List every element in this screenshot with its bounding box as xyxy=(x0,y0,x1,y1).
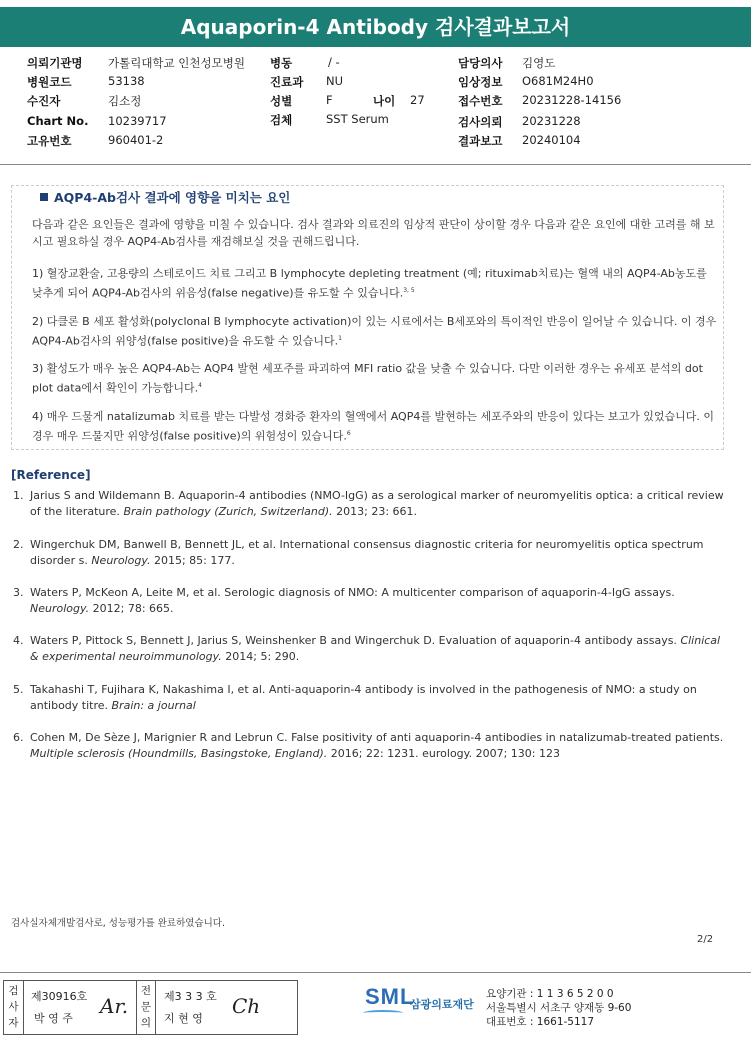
report-date-value: 20240104 xyxy=(522,133,581,147)
reference-journal: Neurology. xyxy=(30,602,90,615)
factor-citation: 3, 5 xyxy=(403,287,415,294)
ward-label: 병동 xyxy=(270,56,293,70)
clinical-label: 임상정보 xyxy=(458,75,503,89)
reference-tail: 2012; 78: 665. xyxy=(92,602,174,615)
chart-label: Chart No. xyxy=(27,114,89,128)
factor-item xyxy=(32,313,718,350)
reception-value: 20231228-14156 xyxy=(522,93,622,107)
doctor-value: 김영도 xyxy=(522,56,556,70)
specialist-name: 지 현 영 xyxy=(164,1012,203,1025)
reference-text: Takahashi T, Fujihara K, Nakashima I, et al. Anti-aquaporin-4 antibody is involved in the pathogenesis of NMO: a study on antibody titre. xyxy=(30,683,697,712)
reference-item xyxy=(13,488,731,520)
reference-item xyxy=(13,730,731,762)
reference-number: 6. xyxy=(13,731,24,744)
specimen-label: 검체 xyxy=(270,113,293,127)
specialist-title xyxy=(136,981,156,1034)
dept-label: 진료과 xyxy=(270,75,304,89)
chart-value: 10239717 xyxy=(108,114,167,128)
specialist-signature: Ch xyxy=(232,994,261,1018)
page-number: 2/2 xyxy=(697,934,714,945)
reference-item xyxy=(13,537,731,569)
swoosh-icon xyxy=(363,1010,403,1016)
reference-heading: [Reference] xyxy=(11,468,91,482)
reference-text: Cohen M, De Sèze J, Marignier R and Lebrun C. False positivity of anti aquaporin-4 antibodies in natalizumab-treated patients. xyxy=(30,731,724,744)
reference-journal: Neurology. xyxy=(91,554,151,567)
reference-number: 2. xyxy=(13,538,24,551)
patient-value: 김소정 xyxy=(108,94,142,108)
reference-item xyxy=(13,633,731,665)
unique-label: 고유번호 xyxy=(27,134,72,148)
reference-item xyxy=(13,585,731,617)
reference-number: 4. xyxy=(13,634,24,647)
examiner-signature: Ar. xyxy=(100,994,129,1018)
report-date-label: 결과보고 xyxy=(458,134,503,148)
reception-label: 접수번호 xyxy=(458,94,503,108)
reference-journal: Clinical & experimental neuroimmunology. xyxy=(30,634,721,663)
sml-logo xyxy=(365,984,485,1030)
reference-tail: 2015; 85: 177. xyxy=(153,554,235,567)
report-title: Aquaporin-4 Antibody 검사결과보고서 xyxy=(0,7,751,47)
reference-tail: 2014; 5: 290. xyxy=(225,650,300,663)
org-info xyxy=(486,987,631,1029)
hospital-code-label: 병원코드 xyxy=(27,75,72,89)
examiner-name: 박 영 주 xyxy=(34,1012,73,1025)
org-address: 서울특별시 서초구 양재동 9-60 xyxy=(486,1002,632,1014)
reference-number: 1. xyxy=(13,489,24,502)
square-bullet-icon xyxy=(40,193,48,201)
factor-citation: 6 xyxy=(346,430,351,437)
factors-title-text: AQP4-Ab검사 결과에 영향을 미치는 요인 xyxy=(54,190,291,205)
reference-text: Waters P, Pittock S, Bennett J, Jarius S, Weinshenker B and Wingerchuk D. Evaluation of aquaporin-4 antibody assays. xyxy=(30,634,677,647)
reference-item xyxy=(13,682,731,714)
reference-text: Waters P, McKeon A, Leite M, et al. Serologic diagnosis of NMO: A multicenter comparison of aquaporin-4-IgG assays. xyxy=(30,586,675,599)
examiner-title xyxy=(4,981,24,1034)
doctor-label: 담당의사 xyxy=(458,56,503,70)
reference-tail: 2016; 22: 1231. eurology. 2007; 130: 123 xyxy=(330,747,560,760)
factors-intro: 다음과 같은 요인들은 결과에 영향을 미칠 수 있습니다. 검사 결과와 의료진의 임상적 판단이 상이할 경우 다음과 같은 요인에 대한 고려를 해 보시고 필요하실 경우 AQP4-Ab검사를 재검해보실 것을 권해드립니다. xyxy=(32,218,715,248)
examiner-license: 제30916호 xyxy=(31,990,88,1003)
sml-logo-mark xyxy=(365,984,414,1010)
reference-number: 3. xyxy=(13,586,24,599)
factor-text: 4) 매우 드물게 natalizumab 치료를 받는 다발성 경화증 환자의 혈액에서 AQP4를 발현하는 세포주와의 반응이 있다는 보고가 있었습니다. 이 경우 매우 드물지만 위양성(false positive)의 위험성이 있습니다. xyxy=(32,410,714,443)
sex-value: F xyxy=(326,93,333,107)
reference-number: 5. xyxy=(13,683,24,696)
signature-box xyxy=(3,980,298,1035)
reference-text: Wingerchuk DM, Banwell B, Bennett JL, et al. International consensus diagnostic criteria for neuromyelitis optica spectrum disorder s. xyxy=(30,538,704,567)
hospital-code-value: 53138 xyxy=(108,74,145,88)
specimen-value: SST Serum xyxy=(326,112,389,126)
patient-label: 수진자 xyxy=(27,94,61,108)
sml-logo-text: SML xyxy=(365,984,415,1009)
reference-tail: 2013; 23: 661. xyxy=(336,505,418,518)
factor-text: 1) 혈장교환술, 고용량의 스테로이드 치료 그리고 B lymphocyte depleting treatment (예; rituximab치료)는 혈액 내의 AQP4-Ab농도를 낮추게 되어 AQP4-Ab검사의 위음성(false negative)를 유도할 수 있습니다. xyxy=(32,267,707,300)
header-divider xyxy=(0,164,751,165)
request-label: 검사의뢰 xyxy=(458,115,503,129)
factor-text: 2) 다클론 B 세포 활성화(polyclonal B lymphocyte activation)이 있는 시료에서는 B세포와의 특이적인 반응이 일어날 수 있습니다. 이 경우 AQP4-Ab검사의 위양성(false positive)을 유도할 수 있습니다. xyxy=(32,315,717,348)
sml-logo-name: 삼광의료재단 xyxy=(410,998,474,1011)
factors-title xyxy=(36,188,294,206)
institution-label: 의뢰기관명 xyxy=(27,56,83,70)
footer-divider xyxy=(0,972,751,973)
sex-label: 성별 xyxy=(270,94,293,108)
factor-text: 3) 활성도가 매우 높은 AQP4-Ab는 AQP4 발현 세포주를 파괴하여 MFI ratio 값을 낮출 수 있습니다. 다만 이러한 경우는 유세포 분석의 dot plot data에서 확인이 가능합니다. xyxy=(32,362,703,395)
reference-journal: Brain: a journal xyxy=(111,699,196,712)
unique-value: 960401-2 xyxy=(108,133,164,147)
specialist-license: 제3 3 3 호 xyxy=(164,990,217,1003)
request-value: 20231228 xyxy=(522,114,581,128)
specialist-title-text: 전문의 xyxy=(140,985,152,1029)
age-label: 나이 xyxy=(373,94,396,108)
factor-item xyxy=(32,408,718,445)
age-value: 27 xyxy=(410,93,425,107)
reference-text: Jarius S and Wildemann B. Aquaporin-4 antibodies (NMO-IgG) as a serological marker of neuromyelitis optica: a critical review of the literature. xyxy=(30,489,724,518)
reference-journal: Brain pathology (Zurich, Switzerland). xyxy=(123,505,333,518)
factor-citation: 1 xyxy=(338,335,342,342)
examiner-title-text: 검사자 xyxy=(8,985,19,1029)
validation-note: 검사실자체개발검사로, 성능평가를 완료하였습니다. xyxy=(11,918,225,929)
factor-item xyxy=(32,265,718,302)
reference-journal: Multiple sclerosis (Houndmills, Basingstoke, England). xyxy=(30,747,328,760)
org-code: 요양기관 : 1 1 3 6 5 2 0 0 xyxy=(486,988,614,1000)
clinical-value: O681M24H0 xyxy=(522,74,594,88)
institution-value: 가톨릭대학교 인천성모병원 xyxy=(108,56,245,70)
dept-value: NU xyxy=(326,74,344,88)
factor-item xyxy=(32,360,718,397)
factor-citation: 4 xyxy=(198,382,202,389)
org-phone: 대표번호 : 1661-5117 xyxy=(486,1016,595,1028)
ward-value: / - xyxy=(328,55,340,69)
